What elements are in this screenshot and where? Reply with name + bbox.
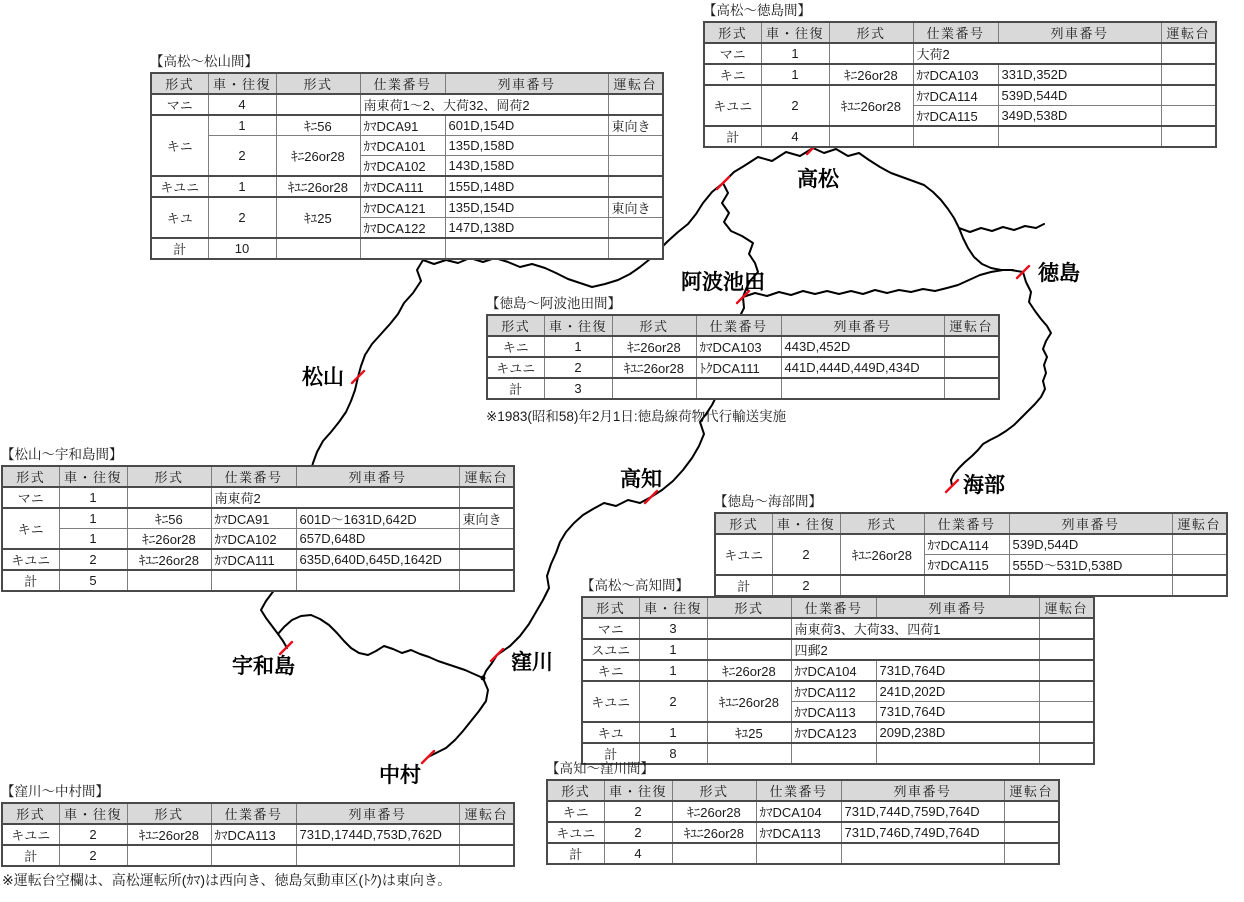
table-cell: 635D,640D,645D,1642D — [296, 549, 459, 570]
map-station-label: 松山 — [302, 366, 344, 389]
table-cell: 657D,648D — [296, 529, 459, 550]
column-header: 車・往復 — [59, 803, 127, 824]
table-cell — [608, 94, 663, 115]
table-cell: キニ — [151, 115, 208, 176]
data-table — [1, 802, 515, 867]
column-header: 列車番号 — [296, 466, 459, 487]
map-station-label: 窪川 — [511, 651, 553, 674]
data-table — [546, 779, 1060, 865]
data-table — [486, 314, 1000, 400]
table-cell: マニ — [151, 94, 208, 115]
table-cell: 3 — [639, 618, 707, 639]
table-cell: ｶﾏDCA111 — [211, 549, 296, 570]
column-header: 列車番号 — [296, 803, 459, 824]
table-cell — [459, 570, 514, 591]
map-station-label: 高知 — [620, 468, 662, 491]
table-cell: 1 — [59, 508, 127, 529]
table-cell: ｶﾏDCA103 — [913, 64, 998, 85]
table-cell: 2 — [772, 534, 840, 575]
table-takamatsu-matsuyama — [150, 54, 664, 260]
table-cell: キニ — [582, 660, 639, 681]
column-header: 形式 — [487, 315, 544, 336]
table-cell: 東向き — [459, 508, 514, 529]
table-cell — [829, 126, 913, 147]
station-tick-mark — [645, 491, 657, 503]
table-cell: キニ — [547, 801, 604, 822]
table-cell — [1039, 681, 1094, 702]
table-cell: ｷﾆ26or28 — [707, 660, 791, 681]
column-header: 形式 — [612, 315, 696, 336]
railway-line-naruto — [959, 224, 1044, 232]
column-header: 形式 — [2, 466, 59, 487]
table-cell: 2 — [761, 85, 829, 126]
table-cell: 3 — [544, 378, 612, 399]
table-cell: ｶﾏDCA111 — [360, 176, 445, 197]
table-note: ※1983(昭和58)年2月1日:徳島線荷物代行輸送実施 — [486, 409, 787, 424]
table-cell: スユニ — [582, 639, 639, 660]
table-cell — [1039, 702, 1094, 723]
table-cell — [459, 824, 514, 845]
column-header: 車・往復 — [544, 315, 612, 336]
table-cell: 731D,764D — [876, 702, 1039, 723]
map-station-label: 阿波池田 — [681, 271, 765, 294]
table-cell: 4 — [208, 94, 276, 115]
data-table — [581, 596, 1095, 765]
table-cell: ｶﾏDCA101 — [360, 136, 445, 156]
column-header: 運転台 — [1039, 597, 1094, 618]
table-cell: 1 — [59, 487, 127, 508]
table-cell: 441D,444D,449D,434D — [781, 357, 944, 378]
table-cell — [445, 238, 608, 259]
table-cell: 1 — [639, 639, 707, 660]
column-header: 列車番号 — [1009, 513, 1172, 534]
table-cell: ｶﾏDCA91 — [360, 115, 445, 136]
table-cell — [707, 618, 791, 639]
table-cell: 南東荷2 — [211, 487, 459, 508]
table-cell — [459, 529, 514, 550]
table-cell — [1004, 843, 1059, 864]
table-cell: 2 — [208, 136, 276, 177]
column-header: 仕業番号 — [756, 780, 841, 801]
junction-dot — [481, 676, 486, 681]
railway-line-tokushima — [743, 270, 1013, 297]
table-cell: 1 — [59, 529, 127, 550]
map-station-label: 海部 — [963, 474, 1005, 497]
column-header: 形式 — [707, 597, 791, 618]
table-cell — [1161, 106, 1216, 127]
table-cell: 539D,544D — [1009, 534, 1172, 555]
table-cell: キユニ — [547, 822, 604, 843]
table-cell: 2 — [59, 824, 127, 845]
table-title: 【高松～高知間】 — [581, 578, 689, 593]
table-cell: ｷﾕ25 — [707, 722, 791, 743]
table-cell: キユ — [582, 722, 639, 743]
table-cell: ｶﾏDCA112 — [791, 681, 876, 702]
table-cell: 2 — [59, 549, 127, 570]
table-tokushima-awaikeda — [486, 296, 1000, 425]
table-cell: 601D,154D — [445, 115, 608, 136]
table-cell: キユニ — [582, 681, 639, 722]
table-cell: 計 — [151, 238, 208, 259]
table-cell: 331D,352D — [998, 64, 1161, 85]
table-title: 【高松～徳島間】 — [703, 3, 811, 18]
table-cell: キユニ — [487, 357, 544, 378]
table-cell: キユニ — [704, 85, 761, 126]
table-cell: 計 — [2, 845, 59, 866]
table-cell — [696, 378, 781, 399]
table-cell: 135D,154D — [445, 197, 608, 218]
table-cell — [1172, 534, 1227, 555]
table-cell: ｷﾕﾆ26or28 — [707, 681, 791, 722]
station-tick-mark — [422, 751, 434, 763]
table-cell: 計 — [704, 126, 761, 147]
map-station-label: 中村 — [379, 764, 421, 787]
table-cell — [1161, 43, 1216, 64]
table-cell: ｷﾕﾆ26or28 — [612, 357, 696, 378]
table-cell — [1161, 64, 1216, 85]
railway-line-kotoku — [813, 148, 1023, 272]
column-header: 形式 — [547, 780, 604, 801]
column-header: 形式 — [840, 513, 924, 534]
table-cell: 731D,746D,749D,764D — [841, 822, 1004, 843]
table-takamatsu-tokushima — [703, 3, 1217, 148]
column-header: 列車番号 — [841, 780, 1004, 801]
table-cell: 東向き — [608, 115, 663, 136]
table-matsuyama-uwajima — [1, 447, 515, 592]
table-cell: 731D,1744D,753D,762D — [296, 824, 459, 845]
table-cell — [459, 487, 514, 508]
table-cell: キユニ — [2, 549, 59, 570]
table-cell — [211, 845, 296, 866]
table-cell — [1039, 618, 1094, 639]
table-title: 【徳島～海部間】 — [714, 494, 822, 509]
table-cell: ｶﾏDCA91 — [211, 508, 296, 529]
table-cell — [944, 378, 999, 399]
table-cell — [1172, 555, 1227, 576]
table-cell: 8 — [639, 743, 707, 764]
table-cell: キユニ — [2, 824, 59, 845]
table-cell: ｶﾏDCA114 — [924, 534, 1009, 555]
table-cell: 443D,452D — [781, 336, 944, 357]
column-header: 仕業番号 — [791, 597, 876, 618]
table-cell: 計 — [715, 575, 772, 596]
table-cell: 241D,202D — [876, 681, 1039, 702]
table-cell: 計 — [487, 378, 544, 399]
column-header: 運転台 — [944, 315, 999, 336]
table-cell: 1 — [208, 176, 276, 197]
table-cell: ｷﾕﾆ26or28 — [829, 85, 913, 126]
station-tick-mark — [280, 642, 292, 654]
table-cell: 155D,148D — [445, 176, 608, 197]
station-tick-mark — [717, 177, 729, 189]
column-header: 仕業番号 — [211, 803, 296, 824]
table-cell — [1039, 722, 1094, 743]
column-header: 車・往復 — [639, 597, 707, 618]
table-cell: 1 — [639, 722, 707, 743]
table-cell — [211, 570, 296, 591]
table-cell: ｷﾕﾆ26or28 — [276, 176, 360, 197]
map-station-label: 宇和島 — [232, 655, 295, 678]
table-cell — [612, 378, 696, 399]
table-kubokawa-nakamura — [1, 784, 515, 867]
table-cell: 147D,138D — [445, 218, 608, 239]
table-cell — [127, 570, 211, 591]
column-header: 運転台 — [608, 73, 663, 94]
table-cell — [944, 357, 999, 378]
table-cell — [608, 156, 663, 177]
column-header: 形式 — [672, 780, 756, 801]
table-cell: ｶﾏDCA104 — [791, 660, 876, 681]
column-header: 仕業番号 — [211, 466, 296, 487]
column-header: 車・往復 — [208, 73, 276, 94]
table-cell: 1 — [208, 115, 276, 136]
data-table — [703, 21, 1217, 148]
column-header: 列車番号 — [781, 315, 944, 336]
table-cell — [276, 94, 360, 115]
table-cell: ｶﾏDCA104 — [756, 801, 841, 822]
table-cell: ｷﾕﾆ26or28 — [127, 824, 211, 845]
table-cell: 2 — [639, 681, 707, 722]
column-header: 運転台 — [459, 466, 514, 487]
table-cell — [1039, 660, 1094, 681]
table-cell — [781, 378, 944, 399]
table-cell: ｷﾕﾆ26or28 — [840, 534, 924, 575]
data-table — [1, 465, 515, 592]
table-cell: キユニ — [151, 176, 208, 197]
table-cell — [459, 549, 514, 570]
table-cell — [1161, 85, 1216, 106]
table-takamatsu-kochi — [581, 578, 1095, 765]
table-cell: ｷﾆ56 — [127, 508, 211, 529]
table-cell: 2 — [772, 575, 840, 596]
column-header: 車・往復 — [761, 22, 829, 43]
table-cell: 計 — [582, 743, 639, 764]
table-cell: マニ — [2, 487, 59, 508]
table-cell: ｷﾕﾆ26or28 — [127, 549, 211, 570]
table-cell: ｷﾆ26or28 — [612, 336, 696, 357]
railway-line-nakamura — [428, 655, 497, 757]
table-cell — [1004, 801, 1059, 822]
table-cell — [841, 843, 1004, 864]
column-header: 車・往復 — [772, 513, 840, 534]
table-cell: 209D,238D — [876, 722, 1039, 743]
table-cell — [944, 336, 999, 357]
column-header: 運転台 — [1004, 780, 1059, 801]
table-cell — [829, 43, 913, 64]
table-cell: 2 — [544, 357, 612, 378]
table-title: 【高松～松山間】 — [150, 54, 258, 69]
table-cell: 731D,744D,759D,764D — [841, 801, 1004, 822]
map-station-label: 高松 — [797, 168, 839, 191]
table-cell: 2 — [59, 845, 127, 866]
table-cell: 4 — [604, 843, 672, 864]
table-cell — [276, 238, 360, 259]
table-cell: 1 — [761, 64, 829, 85]
table-title: 【徳島～阿波池田間】 — [486, 296, 621, 311]
table-cell: 601D～1631D,642D — [296, 508, 459, 529]
column-header: 形式 — [2, 803, 59, 824]
table-cell: ｷﾆ26or28 — [276, 136, 360, 177]
table-cell — [296, 845, 459, 866]
column-header: 仕業番号 — [924, 513, 1009, 534]
table-cell: ｷﾆ26or28 — [829, 64, 913, 85]
table-cell: ｶﾏDCA102 — [211, 529, 296, 550]
column-header: 形式 — [127, 466, 211, 487]
table-cell: ｶﾏDCA115 — [924, 555, 1009, 576]
column-header: 形式 — [715, 513, 772, 534]
table-cell — [127, 845, 211, 866]
column-header: 形式 — [704, 22, 761, 43]
table-cell — [756, 843, 841, 864]
table-cell: 349D,538D — [998, 106, 1161, 127]
table-title: 【高知～窪川間】 — [546, 761, 654, 776]
table-cell: 135D,158D — [445, 136, 608, 156]
table-cell — [707, 639, 791, 660]
column-header: 形式 — [582, 597, 639, 618]
table-cell: 1 — [544, 336, 612, 357]
table-cell — [360, 238, 445, 259]
table-cell: 東向き — [608, 197, 663, 218]
column-header: 運転台 — [1161, 22, 1216, 43]
table-cell — [608, 218, 663, 239]
table-cell: 大荷2 — [913, 43, 1161, 64]
table-cell: ｶﾏDCA121 — [360, 197, 445, 218]
table-cell: 南東荷1～2、大荷32、岡荷2 — [360, 94, 608, 115]
table-cell: ｶﾏDCA114 — [913, 85, 998, 106]
page-footnote: ※運転台空欄は、高松運転所(ｶﾏ)は西向き、徳島気動車区(ﾄｸ)は東向き。 — [2, 872, 452, 888]
table-cell: 四郵2 — [791, 639, 1039, 660]
table-cell: 4 — [761, 126, 829, 147]
table-cell: 555D～531D,538D — [1009, 555, 1172, 576]
table-cell: ｷﾕ25 — [276, 197, 360, 238]
table-cell: 2 — [208, 197, 276, 238]
data-table — [150, 72, 664, 260]
table-cell — [127, 487, 211, 508]
column-header: 形式 — [829, 22, 913, 43]
table-cell: 1 — [761, 43, 829, 64]
table-cell: 143D,158D — [445, 156, 608, 177]
table-cell: ｷﾕﾆ26or28 — [672, 822, 756, 843]
table-title: 【窪川～中村間】 — [1, 784, 109, 799]
column-header: 仕業番号 — [360, 73, 445, 94]
column-header: 仕業番号 — [913, 22, 998, 43]
table-cell — [998, 126, 1161, 147]
column-header: 形式 — [276, 73, 360, 94]
railway-line-yodo — [278, 615, 483, 678]
table-cell: 1 — [639, 660, 707, 681]
column-header: 列車番号 — [445, 73, 608, 94]
table-cell — [672, 843, 756, 864]
table-cell: ｶﾏDCA115 — [913, 106, 998, 127]
table-cell — [608, 176, 663, 197]
table-cell: ｶﾏDCA103 — [696, 336, 781, 357]
table-cell: キニ — [2, 508, 59, 549]
table-cell: キユ — [151, 197, 208, 238]
table-cell: 計 — [547, 843, 604, 864]
column-header: 車・往復 — [604, 780, 672, 801]
table-cell — [913, 126, 998, 147]
table-cell: 2 — [604, 822, 672, 843]
column-header: 仕業番号 — [696, 315, 781, 336]
table-cell: マニ — [582, 618, 639, 639]
column-header: 車・往復 — [59, 466, 127, 487]
table-cell: キニ — [704, 64, 761, 85]
table-cell — [608, 238, 663, 259]
table-cell — [1161, 126, 1216, 147]
table-cell: マニ — [704, 43, 761, 64]
table-cell: 539D,544D — [998, 85, 1161, 106]
table-cell — [459, 845, 514, 866]
column-header: 形式 — [127, 803, 211, 824]
table-cell — [608, 136, 663, 156]
table-cell: キニ — [487, 336, 544, 357]
table-cell: ｶﾏDCA113 — [211, 824, 296, 845]
column-header: 形式 — [151, 73, 208, 94]
table-cell: 731D,764D — [876, 660, 1039, 681]
table-cell: ｷﾆ26or28 — [672, 801, 756, 822]
table-cell: ｶﾏDCA122 — [360, 218, 445, 239]
station-tick-mark — [491, 649, 503, 661]
table-cell: ｷﾆ56 — [276, 115, 360, 136]
table-cell: ｶﾏDCA113 — [756, 822, 841, 843]
table-cell: キユニ — [715, 534, 772, 575]
table-cell: 10 — [208, 238, 276, 259]
column-header: 列車番号 — [998, 22, 1161, 43]
table-cell — [1039, 639, 1094, 660]
table-title: 【松山～宇和島間】 — [1, 447, 123, 462]
map-station-label: 徳島 — [1038, 262, 1080, 285]
table-cell: 5 — [59, 570, 127, 591]
table-cell: ｶﾏDCA102 — [360, 156, 445, 177]
table-cell: ﾄｸDCA111 — [696, 357, 781, 378]
table-cell — [1004, 822, 1059, 843]
table-cell: 計 — [2, 570, 59, 591]
column-header: 運転台 — [1172, 513, 1227, 534]
table-cell: 2 — [604, 801, 672, 822]
table-cell: ｶﾏDCA123 — [791, 722, 876, 743]
column-header: 運転台 — [459, 803, 514, 824]
column-header: 列車番号 — [876, 597, 1039, 618]
table-kochi-kubokawa — [546, 761, 1060, 865]
table-cell — [1172, 575, 1227, 596]
table-cell: 南東荷3、大荷33、四荷1 — [791, 618, 1039, 639]
table-cell: ｶﾏDCA113 — [791, 702, 876, 723]
table-cell: ｷﾆ26or28 — [127, 529, 211, 550]
table-cell — [296, 570, 459, 591]
